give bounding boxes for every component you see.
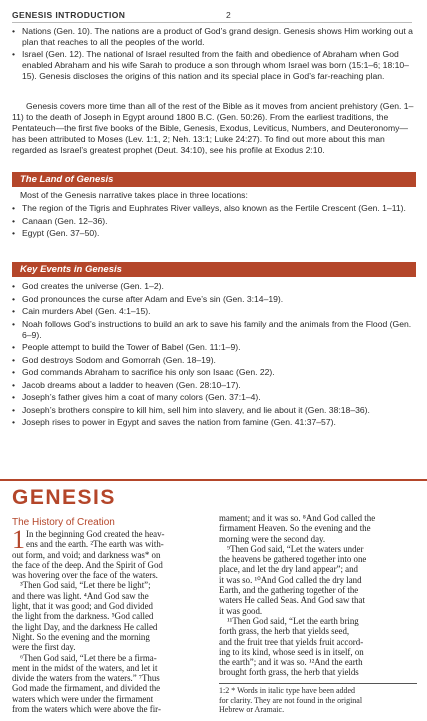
text-line: brought forth grass, the herb that yields bbox=[219, 667, 359, 678]
text-line: Earth, and the gathering together of the bbox=[219, 585, 359, 596]
land-list bbox=[12, 203, 416, 241]
list-item: • Jacob dreams about a ladder to heaven (Gen. 28:10–17). bbox=[12, 379, 241, 390]
events-list bbox=[12, 281, 416, 430]
list-item: • Egypt (Gen. 37–50). bbox=[12, 228, 100, 238]
text-line: ⁹Then God said, “Let the waters under bbox=[227, 543, 364, 554]
text-line: firmament Heaven. So the evening and the bbox=[219, 523, 371, 534]
bullet-item: • Nations (Gen. 10). The nations are a product of God’s grand design. Genesis shows Him working out a plan that reaches to all the peoples of the world. bbox=[12, 26, 413, 47]
text-line: Night. So the evening and the morning bbox=[12, 631, 150, 642]
text-line: waters which were under the firmament bbox=[12, 693, 154, 704]
text-line: the light from the darkness. ⁵God called bbox=[12, 611, 154, 622]
text-line: the heavens be gathered together into one bbox=[219, 554, 367, 565]
text-line: light, that it was good; and God divided bbox=[12, 601, 153, 612]
text-line: mament; and it was so. ⁸And God called the bbox=[219, 513, 376, 523]
scripture-column-left bbox=[12, 525, 210, 715]
text-line: out form, and void; and darkness was* on bbox=[12, 549, 161, 560]
list-item: • Noah follows God’s instructions to build an ark to save his family and the animals from the Flood (Gen. 6–9). bbox=[12, 318, 412, 340]
intro-paragraph: Genesis covers more time than all of the rest of the Bible as it moves from ancient prehistory (Gen. 1–11) to the death of Joseph in Egypt around 1800 B.C. (Gen. 50:26). From the earliest traditions, the Pentateuch—the first five books of the Bible, Genesis, Exodus, Leviticus, Numbers, and Deuteronomy—has been attributed to Moses (Lev. 1:1, 2; Neh. 13:1; Luke 24:27). To find out more about this man regarded as Israel’s greatest prophet (Deut. 34:10), see his profile at Exodus 2:10. bbox=[12, 101, 414, 155]
footnote-divider bbox=[219, 683, 417, 684]
text-line: ing to its kind, whose seed is in itself, on bbox=[219, 646, 364, 657]
text-line: place, and let the dry land appear”; and bbox=[219, 564, 358, 575]
running-header bbox=[12, 8, 412, 23]
footnote-line: 1:2 * Words in italic type have been added bbox=[219, 686, 356, 695]
footnote bbox=[219, 686, 417, 715]
list-item: • God destroys Sodom and Gomorrah (Gen. 18–19). bbox=[12, 354, 216, 365]
text-line: the earth”; and it was so. ¹²And the earth bbox=[219, 657, 363, 668]
text-line: divide the waters from the waters.” ⁷Thus bbox=[12, 673, 160, 684]
list-item: • Joseph’s brothers conspire to kill him, sell him into slavery, and lie about it (Gen. 38:18–36). bbox=[12, 404, 370, 415]
text-line: were the first day. bbox=[12, 642, 76, 653]
list-item: • The region of the Tigris and Euphrates River valleys, also known as the Fertile Crescent (Gen. 1–11). bbox=[12, 203, 406, 213]
section-heading-land: The Land of Genesis bbox=[12, 172, 416, 187]
list-item: • Cain murders Abel (Gen. 4:1–15). bbox=[12, 306, 151, 316]
list-item: • Joseph’s father gives him a coat of many colors (Gen. 37:1–4). bbox=[12, 392, 261, 402]
text-line: forth grass, the herb that yields seed, bbox=[219, 626, 350, 637]
text-line: it was good. bbox=[219, 605, 263, 616]
book-divider bbox=[0, 479, 427, 481]
chapter-subheading: The History of Creation bbox=[12, 517, 115, 528]
footnote-line: for clarity. They are not found in the original bbox=[219, 695, 363, 705]
text-line: it was so. ¹⁰And God called the dry land bbox=[219, 574, 362, 585]
top-bullets bbox=[12, 26, 416, 83]
list-item: • Canaan (Gen. 12–36). bbox=[12, 215, 108, 226]
bullet-item: • Israel (Gen. 12). The national of Israel resulted from the faith and obedience of Abraham when God enabled Abraham and his wife Sarah to produce a son through whom Israel was born (15:1–6; 18:10–15). Genesis discloses the origins of this nation and its special place in God’s far-reaching plan. bbox=[12, 49, 409, 81]
list-item: • God commands Abraham to sacrifice his only son Isaac (Gen. 22). bbox=[12, 367, 275, 377]
scripture-column-right bbox=[219, 513, 417, 678]
text-line: morning were the second day. bbox=[219, 533, 326, 544]
text-line: and there was light. ⁴And God saw the bbox=[12, 590, 149, 601]
list-item: • People attempt to build the Tower of Babel (Gen. 11:1–9). bbox=[12, 342, 241, 352]
text-line: waters He called Seas. And God saw that bbox=[219, 595, 365, 606]
text-line: ment in the midst of the waters, and let it bbox=[12, 662, 158, 673]
list-item: • God pronounces the curse after Adam and Eve’s sin (Gen. 3:14–19). bbox=[12, 293, 284, 304]
list-item: • Joseph rises to power in Egypt and saves the nation from famine (Gen. 41:37–57). bbox=[12, 417, 336, 427]
page-number: 2 bbox=[226, 10, 231, 20]
footnote-line: Hebrew or Aramaic. bbox=[219, 705, 285, 714]
text-line: the face of the deep. And the Spirit of God bbox=[12, 559, 163, 570]
text-line: ⁶Then God said, “Let there be a firma- bbox=[20, 652, 157, 663]
text-line: from the waters which were above the fir- bbox=[12, 704, 161, 715]
text-line: In the beginning God created the heav- bbox=[26, 529, 165, 539]
text-line: ens and the earth. ²The earth was with- bbox=[26, 539, 164, 550]
text-line: God made the firmament, and divided the bbox=[12, 683, 161, 694]
text-line: was hovering over the face of the waters. bbox=[12, 570, 158, 581]
book-title: GENESIS bbox=[12, 486, 116, 509]
section-heading-events: Key Events in Genesis bbox=[12, 262, 416, 277]
chapter-number: 1 bbox=[12, 525, 25, 554]
list-item: • God creates the universe (Gen. 1–2). bbox=[12, 281, 164, 291]
text-line: ³Then God said, “Let there be light”; bbox=[20, 580, 151, 591]
text-line: the light Day, and the darkness He called bbox=[12, 621, 158, 632]
text-line: ¹¹Then God said, “Let the earth bring bbox=[227, 615, 359, 626]
running-header-title: GENESIS INTRODUCTION bbox=[12, 10, 126, 20]
land-intro: Most of the Genesis narrative takes place in three locations: bbox=[20, 190, 248, 200]
text-line: and the fruit tree that yields fruit accord- bbox=[219, 636, 364, 647]
